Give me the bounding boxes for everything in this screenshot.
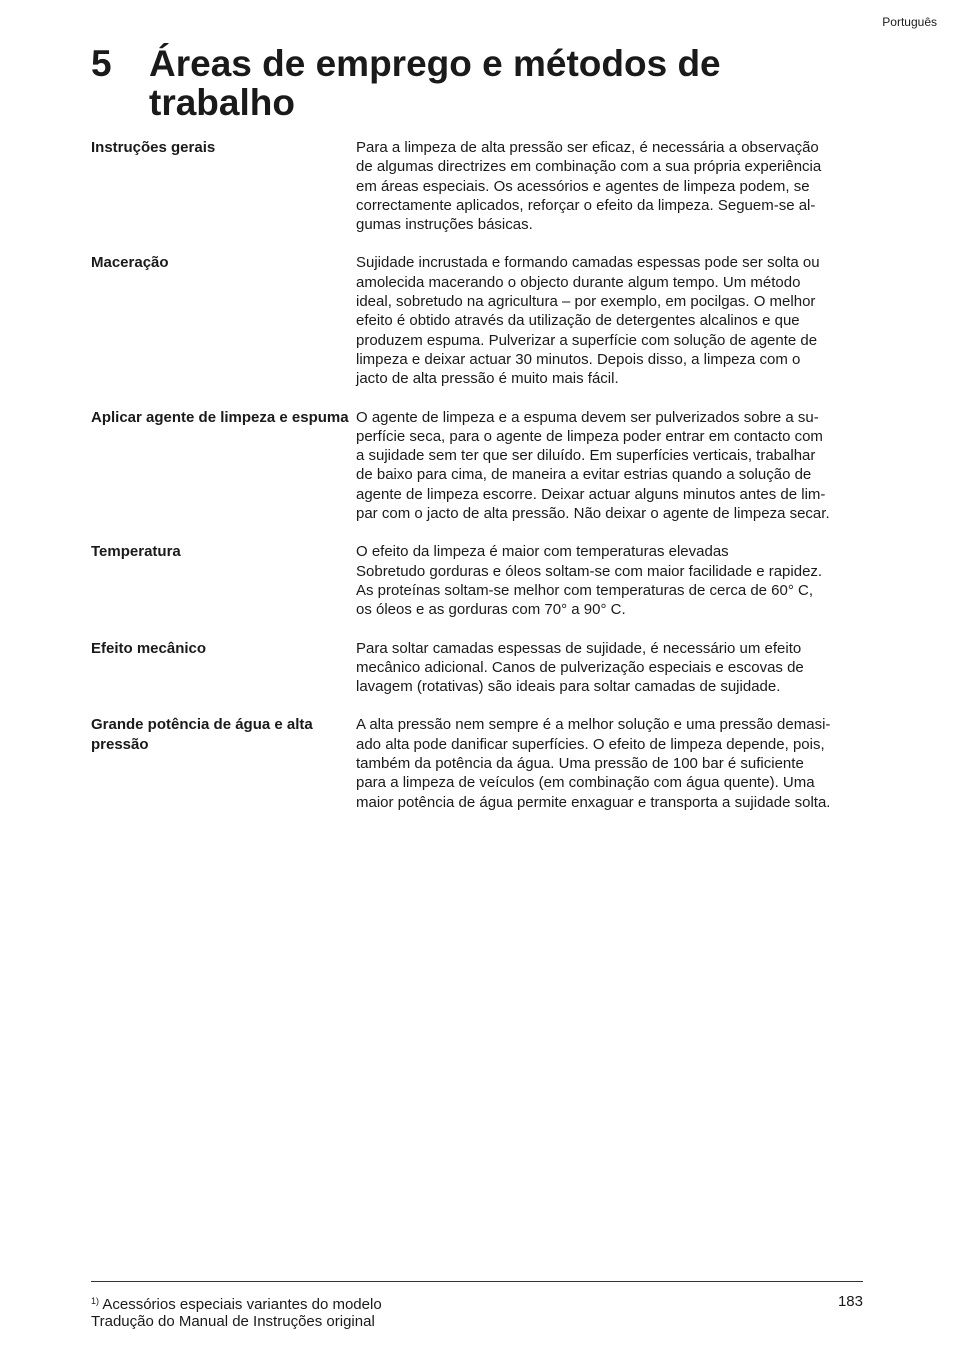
section-general-instructions	[91, 138, 871, 234]
section-label: Grande potência de água e alta pressão	[91, 716, 313, 753]
footnote-mark: 1)	[91, 1296, 100, 1306]
section-label: Temperatura	[91, 543, 181, 561]
section-water-power-pressure	[91, 715, 871, 811]
section-body: A alta pressão nem sempre é a melhor solução e uma pressão demasi- ado alta pode danificar superfícies. O efeito de limpeza depende, pois, também da potência da água. Uma pressão de 100 bar é suficiente para a limpeza de veículos (em combinação com água quente). Uma maior potência de água permite enxaguar e transporta a sujidade solta.	[356, 716, 831, 811]
translation-note: Tradução do Manual de Instruções original	[91, 1313, 375, 1330]
section-maceration	[91, 253, 871, 388]
chapter-heading	[91, 44, 891, 122]
footnote	[91, 1292, 382, 1314]
chapter-title: Áreas de emprego e métodos de trabalho	[149, 43, 721, 123]
language-label: Português	[882, 15, 937, 29]
section-body: O agente de limpeza e a espuma devem ser pulverizados sobre a su- perfície seca, para o agente de limpeza poder entrar em contacto com a sujidade sem ter que ser diluído. Em superfícies verticais, trabalhar de baixo para cima, de maneira a evitar estrias quando a solução de agente de limpeza escorre. Deixar actuar alguns minutos antes de lim- par com o jacto de alta pressão. Não deixar o agente de limpeza secar.	[356, 408, 830, 523]
section-label: Maceração	[91, 254, 169, 272]
section-label: Efeito mecânico	[91, 639, 207, 657]
footnote-text: Acessórios especiais variantes do modelo	[102, 1296, 382, 1313]
section-body: Para a limpeza de alta pressão ser eficaz, é necessária a observação de algumas directrizes em combinação com a sua própria experiência em áreas especiais. Os acessórios e agentes de limpeza podem, se correctamente aplicados, reforçar o efeito da limpeza. Seguem-se al- gumas instruções básicas.	[356, 139, 822, 234]
section-mechanical-effect	[91, 639, 871, 697]
footer-divider	[91, 1281, 863, 1282]
sections-list	[91, 138, 871, 831]
chapter-number: 5	[91, 43, 112, 84]
section-body: O efeito da limpeza é maior com temperaturas elevadas Sobretudo gorduras e óleos soltam-se com maior facilidade e rapidez. As proteínas soltam-se melhor com temperaturas de cerca de 60° C, os óleos e as gorduras com 70° a 90° C.	[356, 543, 823, 619]
section-body: Para soltar camadas espessas de sujidade, é necessário um efeito mecânico adicional. Canos de pulverização especiais e escovas de lavagem (rotativas) são ideais para soltar camadas de sujidade.	[356, 639, 804, 696]
page-number: 183	[837, 1293, 863, 1310]
footer-row	[91, 1292, 863, 1314]
section-temperature	[91, 542, 871, 619]
section-label: Instruções gerais	[91, 139, 216, 156]
section-apply-cleaning-agent	[91, 408, 871, 524]
section-label: Aplicar agente de limpeza e espuma	[91, 408, 349, 426]
section-body: Sujidade incrustada e formando camadas espessas pode ser solta ou amolecida macerando o objecto durante algum tempo. Um método ideal, sobretudo na agricultura – por exemplo, em pocilgas. O melhor efeito é obtido através da utilização de detergentes alcalinos e que produzem espuma. Pulverizar a superfície com solução de agente de limpeza e deixar actuar 30 minutos. Depois disso, a limpeza com o jacto de alta pressão é muito mais fácil.	[356, 254, 820, 388]
